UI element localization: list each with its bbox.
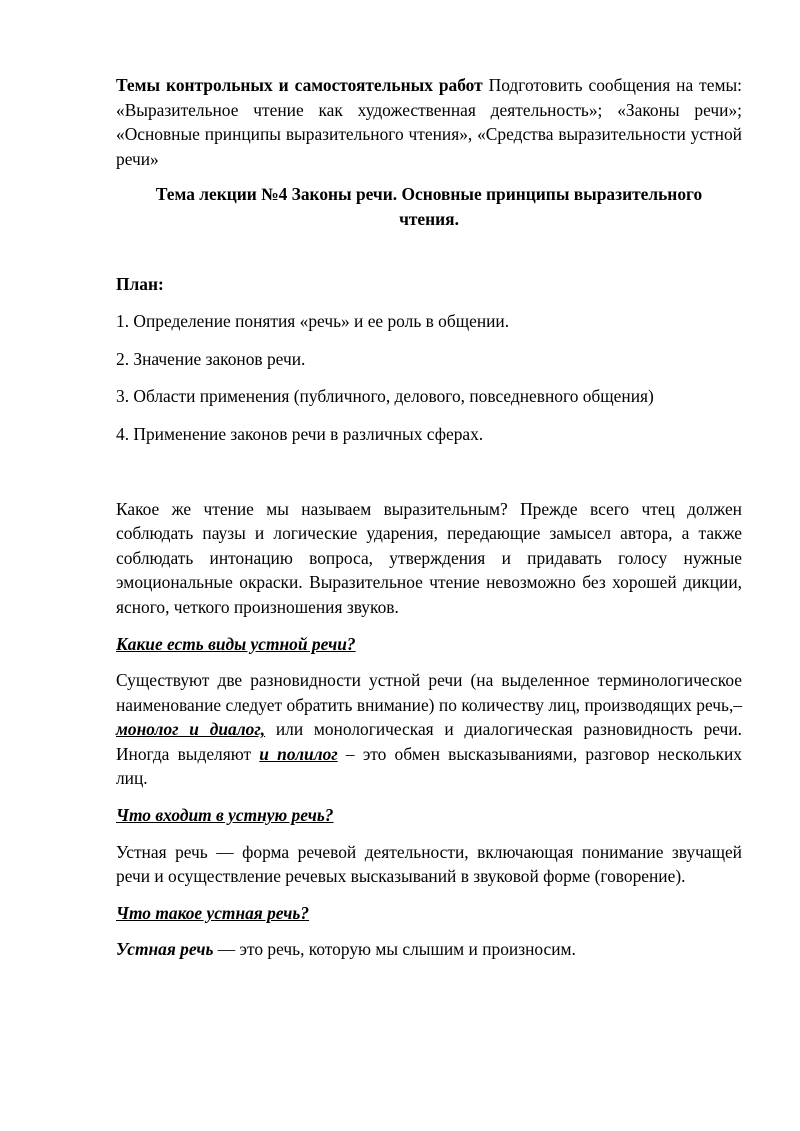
includes-paragraph: Устная речь — форма речевой деятельности, включающая понимание звучащей речи и осуществление речевых высказываний в звуковой форме (говорение).: [116, 841, 742, 887]
intro-paragraph: [116, 73, 742, 171]
types-text-3: – это обмен высказываниями, разговор нескольких лиц.: [116, 743, 742, 789]
document-page: [116, 73, 742, 962]
term-polilog: и полилог: [259, 743, 338, 764]
section-heading-includes: Что входит в устную речь?: [116, 805, 334, 826]
types-text-2: или монологическая и диалогическая разновидность речи. Иногда выделяют: [116, 719, 742, 764]
plan-heading: План:: [116, 273, 164, 294]
section-heading-types: Какие есть виды устной речи?: [116, 633, 356, 654]
intro-text: Подготовить сообщения на темы: «Выразительное чтение как художественная деятельность»; «Законы речи»; «Основные принципы выразительного чтения», «Средства выразительности устной речи»: [116, 75, 742, 169]
types-paragraph: [116, 668, 742, 791]
section-heading-what: Что такое устная речь?: [116, 902, 310, 923]
lecture-title: Тема лекции №4 Законы речи. Основные принципы выразительного чтения.: [155, 184, 703, 229]
definition-text: — это речь, которую мы слышим и произносим.: [213, 939, 576, 960]
plan-item: 3. Области применения (публичного, делового, повседневного общения): [116, 386, 654, 407]
intro-title: Темы контрольных и самостоятельных работ: [116, 75, 483, 95]
types-text-1: Существуют две разновидности устной речи (на выделенное терминологическое наименование следует обратить внимание) по количеству лиц, производящих речь,–: [116, 670, 742, 715]
plan-item: 2. Значение законов речи.: [116, 348, 306, 369]
term-monolog-dialog: монолог и диалог,: [116, 719, 266, 740]
expressive-reading-paragraph: Какое же чтение мы называем выразительным? Прежде всего чтец должен соблюдать паузы и логические ударения, передающие замысел автора, а также соблюдать интонацию вопроса, утверждения и придавать голосу нужные эмоциональные окраски. Выразительное чтение невозможно без хорошей дикции, ясного, четкого произношения звуков.: [116, 498, 742, 617]
definition-paragraph: [116, 937, 742, 962]
plan-item: 1. Определение понятия «речь» и ее роль в общении.: [116, 311, 510, 332]
term-oral-speech: Устная речь: [116, 939, 214, 960]
plan-item: 4. Применение законов речи в различных сферах.: [116, 423, 484, 444]
